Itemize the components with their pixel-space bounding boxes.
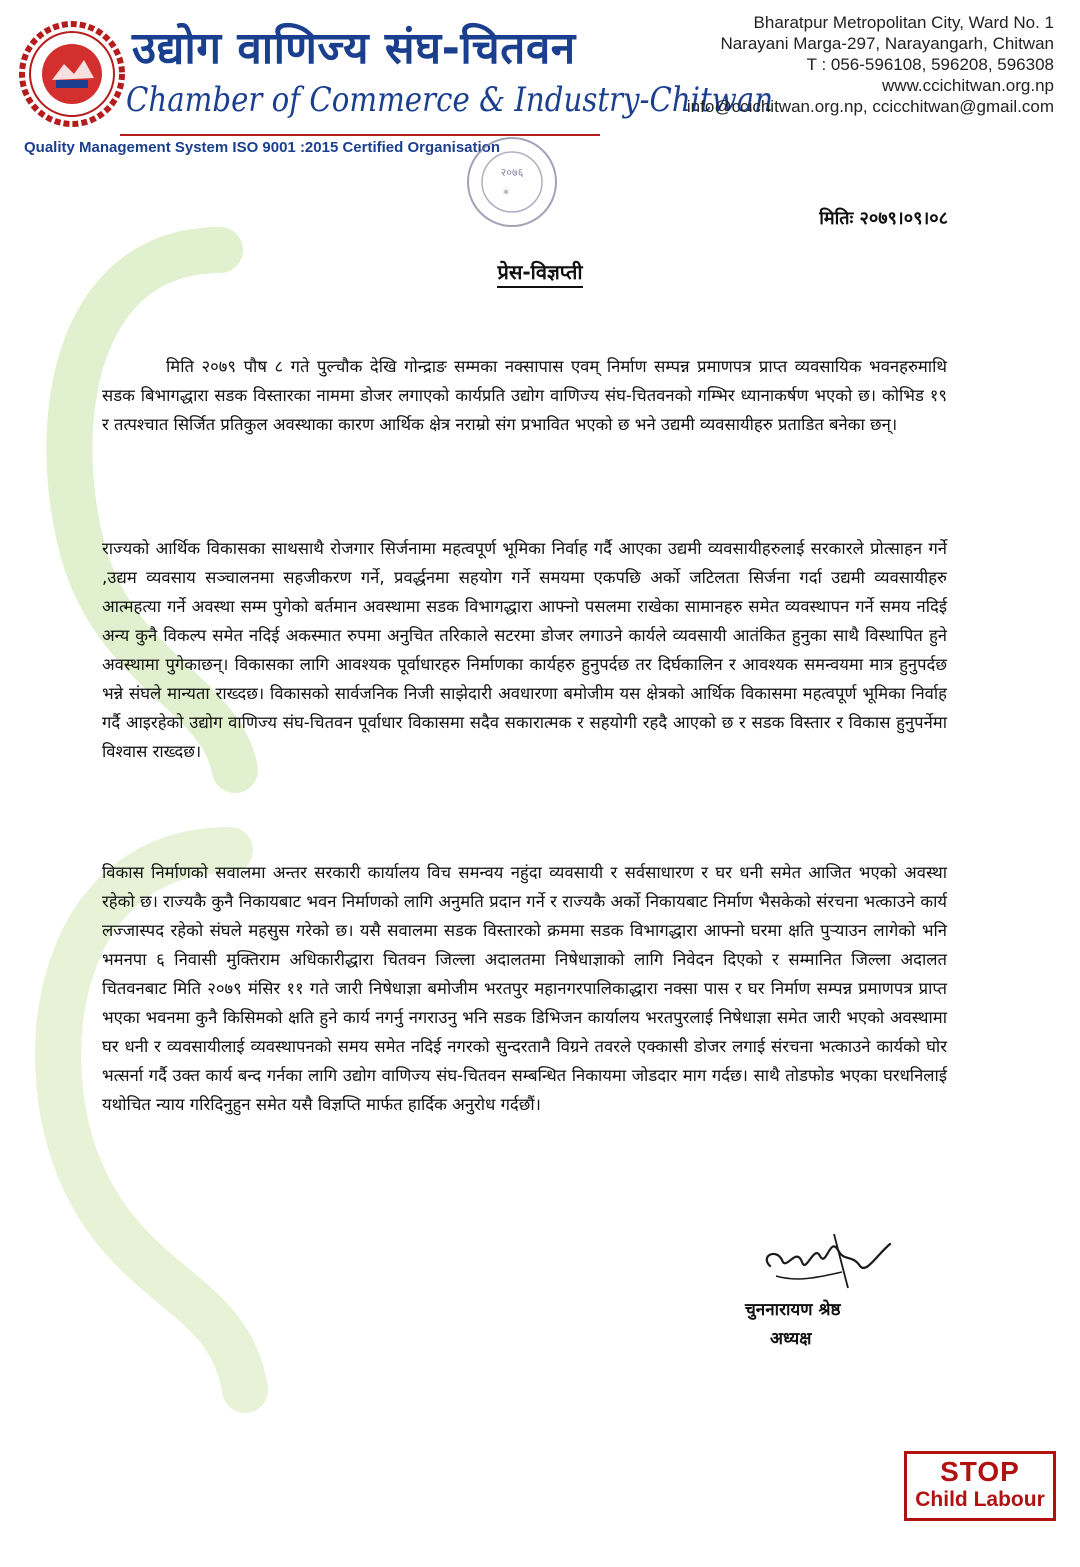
press-release-title — [0, 258, 1080, 285]
date-line: मितिः २०७९।०९।०८ — [819, 208, 948, 229]
street-line: Narayani Marga-297, Narayangarh, Chitwan — [720, 34, 1054, 53]
website-line: www.ccichitwan.org.np — [882, 76, 1054, 95]
iso-certification-line: Quality Management System ISO 9001 :2015 Certified Organisation — [24, 139, 500, 156]
title-text: प्रेस-विज्ञप्ती — [497, 260, 582, 288]
phone-line: T : 056-596108, 596208, 596308 — [806, 55, 1054, 74]
badge-line-1: STOP — [940, 1456, 1020, 1487]
paragraph-3: विकास निर्माणको सवालमा अन्तर सरकारी कार्यालय विच समन्वय नहुंदा व्यवसायी र सर्वसाधारण र घर धनी समेत आजित भएको अवस्था रहेको छ। राज्यकै कुनै निकायबाट भवन निर्माणको लागि अनुमति प्रदान गर्ने र राज्यकै अर्को निकायबाट निर्माण भैसकेको संरचना भत्काउने कार्य लज्जास्पद रहेको संघले महसुस गरेको छ। यसै सवालमा सडक विस्तारको क्रममा सडक विभागद्धारा आफ्नो घरमा क्षति पुऱ्याउन लागेको भनि भमनपा ६ निवासी मुक्तिराम अधिकारीद्धारा चितवन जिल्ला अदालतमा निषेधाज्ञाको लागि निवेदन दिएको र सम्मानित जिल्ला अदालत चितवनबाट मिति २०७९ मंसिर ११ गते जारी निषेधाज्ञा बमोजीम भरतपुर महानगरपालिकाद्धारा नक्सा पास र घर निर्माण सम्पन्न प्रमाणपत्र प्राप्त भएका भवनमा कुनै किसिमको क्षति हुने कार्य नगर्नु नगराउनु भनि सडक डिभिजन कार्यालय भरतपुरलाई निषेधाज्ञा समेत जारी भएको अवस्थामा घर धनी र व्यवसायीलाई व्यवस्थापनको समय समेत नदिई नगरको सुन्दरतानै विग्रने तवरले एक्कासी डोजर लगाई संरचना भत्काउने कार्यको घोर भत्सर्ना गर्दै उक्त कार्य बन्द गर्नका लागि उद्योग वाणिज्य संघ-चितवन सम्बन्धित निकायमा जोडदार माग गर्दछ। साथै तोडफोड भएका घरधनिलाई यथोचित न्याय गरिदिनुहुन समेत यसै विज्ञप्ति मार्फत हार्दिक अनुरोध गर्दछौं। — [102, 863, 947, 1114]
svg-text:२०७६: २०७६ — [500, 166, 524, 179]
badge-line-2: Child Labour — [915, 1488, 1045, 1511]
svg-text:*: * — [503, 187, 509, 201]
chamber-emblem-icon — [18, 20, 126, 128]
signatory-name: चुननारायण श्रेष्ठ — [745, 1300, 841, 1320]
stop-child-labour-badge — [904, 1451, 1056, 1521]
org-name-english: Chamber of Commerce & Industry-Chitwan — [126, 80, 774, 120]
paragraph-2: राज्यको आर्थिक विकासका साथसाथै रोजगार सिर्जनामा महत्वपूर्ण भूमिका निर्वाह गर्दै आएका उद्यमी व्यवसायीहरुलाई सरकारले प्रोत्साहन गर्ने ,उद्यम व्यवसाय सञ्चालनमा सहजीकरण गर्ने, प्रवर्द्धनमा सहयोग गर्ने समयमा एकपछि अर्को जटिलता सिर्जना गर्दा उद्यमी व्यवसायीहरु आत्महत्या गर्ने अवस्था सम्म पुगेको बर्तमान अवस्थामा सडक विभागद्धारा आफ्नो पसलमा राखेका सामानहरु समेत व्यवस्थापन गर्ने समय नदिई अन्य कुनै विकल्प समेत नदिई अकस्मात रुपमा अनुचित तरिकाले सटरमा डोजर लगाउने कार्यले व्यवसायी आतंकित हुनुका साथै विस्थापित हुने अवस्थामा पुगेकाछन्। विकासका लागि आवश्यक पूर्वाधारहरु निर्माणका कार्यहरु हुनुपर्दछ तर दिर्घकालिन र आवश्यक समन्वयमा मात्र हुनुपर्दछ भन्ने संघले मान्यता राख्दछ। विकासको सार्वजनिक निजी साझेदारी अवधारणा बमोजीम यस क्षेत्रको आर्थिक विकासमा महत्वपूर्ण भूमिका निर्वाह गर्दै आइरहेको उद्योग वाणिज्य संघ-चितवन पूर्वाधार विकासमा सदैव सकारात्मक र सहयोगी रहदै आएको छ र सडक विस्तार र विकास हुनुपर्नेमा विश्वास राख्दछ। — [102, 539, 947, 761]
address-line: Bharatpur Metropolitan City, Ward No. 1 — [753, 13, 1054, 32]
paragraph-1: मिति २०७९ पौष ८ गते पुल्चौक देखि गोन्द्राङ सम्मका नक्सापास एवम् निर्माण सम्पन्न प्रमाणपत्र प्राप्त व्यवसायिक भवनहरुमाथि सडक बिभागद्धारा सडक विस्तारका नाममा डोजर लगाएको कार्यप्रति उद्योग वाणिज्य संघ-चितवनको गम्भिर ध्यानाकर्षण भएको छ। कोभिड १९ र तत्पश्चात सिर्जित प्रतिकुल अवस्थाका कारण आर्थिक क्षेत्र नराम्रो संग प्रभावित भएको छ भने उद्यमी व्यवसायीहरु प्रताडित बनेका छन्। — [102, 357, 947, 434]
email-line: info@ccichitwan.org.np, ccicchitwan@gmail.com — [686, 97, 1054, 116]
signatory-title: अध्यक्ष — [770, 1329, 812, 1349]
org-name-nepali: उद्योग वाणिज्य संघ-चितवन — [132, 23, 576, 74]
contact-block — [687, 12, 1054, 117]
round-seal-icon — [456, 132, 568, 232]
handwritten-signature-icon — [756, 1226, 896, 1296]
